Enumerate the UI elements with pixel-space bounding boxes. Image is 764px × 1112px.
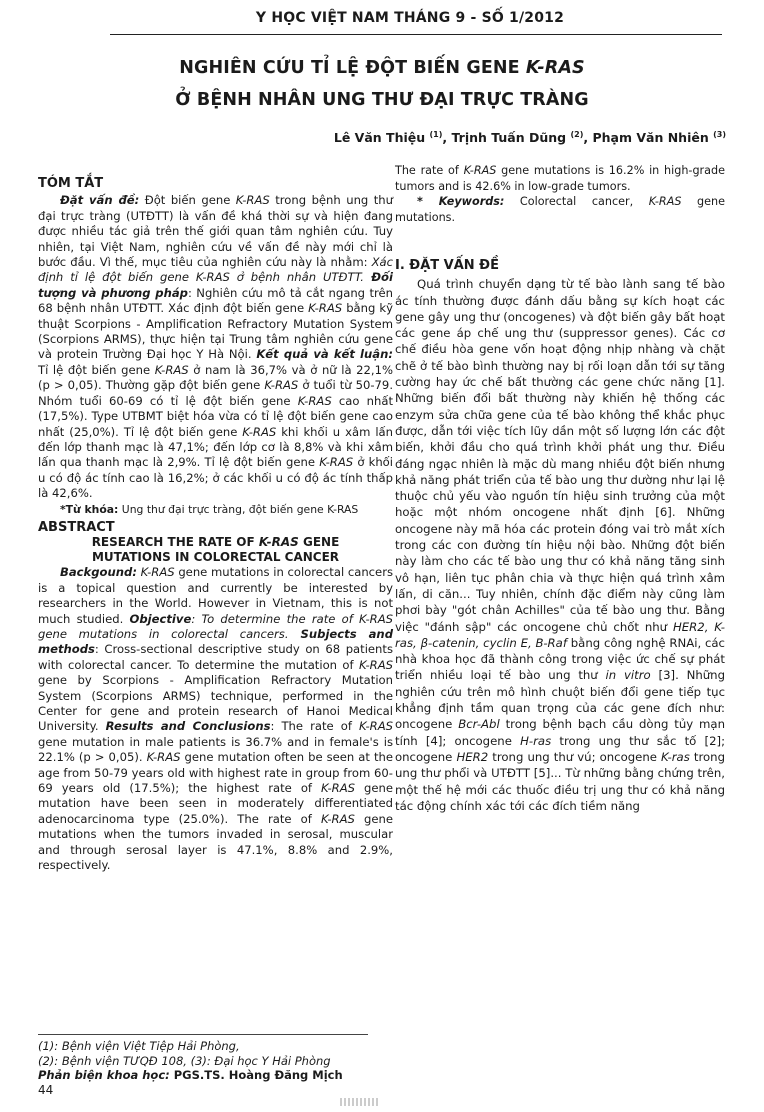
text: trong ung thư vú; oncogene <box>488 749 662 764</box>
text: gene mutations is 16.2% in high-grade tumors and is 42.6% in low-grade tumors. <box>395 164 726 193</box>
goal-text: Xác định tỉ lệ đột biến gene K-RAS ở bệnh nhân UTĐTT. <box>38 255 393 285</box>
abstract-paragraph <box>38 565 393 873</box>
title-text: NGHIÊN CỨU TỈ LỆ ĐỘT BIẾN GENE <box>179 58 526 78</box>
label-methods: Subjects and methods <box>38 626 393 657</box>
text: [3]. Những nghiên cứu trên mô hình chuột biến đổi gene tiếp tục khẳng định tầm quan trọng của các gene đích như: oncogene <box>395 668 725 732</box>
text: gene mutation have been seen in moderately differentiated adenocarcinoma type (25.0%). The rate of <box>38 781 393 826</box>
label-results: Kết quả và kết luận: <box>256 347 393 362</box>
text: MUTATIONS IN COLORECTAL CANCER <box>91 550 340 565</box>
article-title-line1 <box>60 58 704 78</box>
objective-text: : To determine the rate of K-RAS gene mutations in colorectal cancers. <box>38 611 393 641</box>
text: The rate of <box>395 164 464 177</box>
author-name: Phạm Văn Nhiên <box>592 130 709 146</box>
keywords-label: *Từ khóa: <box>60 502 119 516</box>
text: : The rate of <box>270 719 360 734</box>
summary-paragraph <box>38 193 393 501</box>
gene-name: K-RAS <box>146 750 181 765</box>
journal-header: Y HỌC VIỆT NAM THÁNG 9 - SỐ 1/2012 <box>255 10 565 26</box>
right-column <box>395 258 725 814</box>
header-rule <box>110 34 722 35</box>
gene-name: K-RAS <box>235 193 270 208</box>
abstract-heading: ABSTRACT <box>38 519 115 535</box>
reviewer-name: PGS.TS. Hoàng Đăng Mịch <box>169 1068 343 1082</box>
text: ở khối u có độ ác tính cao là 16,2%; ở các khối u có độ ác tính thấp là 42,6%. <box>38 455 394 501</box>
gene-name: HER2 <box>456 749 489 764</box>
abstract-title <box>38 535 393 565</box>
text: bằng kỹ thuật Scorpions - Amplification Refractory Mutation System (Scorpions ARMS), thực hiện tại Trung tâm nghiên cứu gene và protein Trường Đại học Y Hà Nội. <box>38 301 394 362</box>
label-results: Results and Conclusions <box>105 719 271 734</box>
gene-name: K-RAS <box>308 301 343 316</box>
gene-name: K-ras <box>661 749 690 764</box>
text: RESEARCH THE RATE OF <box>91 535 259 550</box>
intro-heading: I. ĐẶT VẤN ĐỀ <box>395 258 499 273</box>
author-ref: (2) <box>570 130 584 139</box>
gene-name: K-RAS <box>136 565 175 580</box>
gene-name: K-RAS <box>359 657 393 672</box>
gene-name: K-RAS <box>320 811 355 826</box>
summary-heading: TÓM TẮT <box>38 176 104 191</box>
footnote-2: (2): Bệnh viện TƯQĐ 108, (3): Đại học Y Hải Phòng <box>38 1053 331 1068</box>
text: Tỉ lệ đột biến gene <box>38 362 155 377</box>
summary-keywords <box>38 502 393 517</box>
gene-name: K-RAS <box>359 719 394 734</box>
gene-name: H-ras <box>520 733 552 748</box>
footnote-rule <box>38 1034 368 1035</box>
gene-name: K-RAS <box>648 195 682 209</box>
text: Đột biến gene <box>139 193 236 208</box>
label-objective: Objective <box>129 611 192 626</box>
text: trong ung thư sắc tố [2]; oncogene <box>395 733 726 764</box>
left-column <box>38 176 393 873</box>
abstract-cont-paragraph <box>395 163 725 194</box>
author-name: Trịnh Tuấn Dũng <box>451 130 567 146</box>
keywords-text: Ung thư đại trực tràng, đột biến gene K-RAS <box>118 502 359 516</box>
text: GENE <box>298 535 340 550</box>
gene-name: K-RAS <box>264 378 299 393</box>
gene-name: K-RAS <box>319 455 354 470</box>
page-number: 44 <box>38 1083 54 1097</box>
author-ref: (1) <box>429 130 443 139</box>
author-ref: (3) <box>713 130 726 139</box>
text: ở tuổi từ 50-79. Nhóm tuổi 60-69 có tỉ lệ đột biến gene <box>38 378 393 408</box>
gene-name: K-RAS <box>297 393 332 408</box>
text: : Cross-sectional descriptive study on 68 patients with colorectal cancer. To determine the mutation of <box>38 642 393 672</box>
text: gene mutation often be seen at the age from 50-79 years old with highest rate in group from 60-69 years old (17.5%); the highest rate of <box>38 750 393 796</box>
scan-artifact <box>340 1098 380 1106</box>
text: trong bệnh bạch cầu dòng tủy mạn tính [4]; oncogene <box>395 717 725 748</box>
author-list: Lê Văn Thiệu $^{(1)}$, Trịnh Tuấn Dũng $^{(2)}$, Phạm Văn Nhiên $^{(3)}$ <box>333 130 726 146</box>
reviewer-label: Phản biện khoa học: <box>38 1068 170 1082</box>
author-name: Lê Văn Thiệu <box>333 130 426 146</box>
text: trong bệnh ung thư đại trực tràng (UTĐTT) là vấn đề khá thời sự và hiện đang được nhiều tác giả trên thế giới quan tâm nghiên cứu. Tuy nhiên, tại Việt Nam, nghiên cứu về vấn đề này mới chỉ là bước đầu. Vì thế, mục tiêu của nghiên cứu này là nhằm: <box>38 193 393 270</box>
gene-name: K-RAS <box>258 535 299 550</box>
abstract-keywords <box>395 194 725 225</box>
footnotes <box>38 1039 343 1083</box>
label-background: Backgound: <box>60 565 137 580</box>
title-kras: K-RAS <box>525 58 585 78</box>
article-title-line2: Ở BỆNH NHÂN UNG THƯ ĐẠI TRỰC TRÀNG <box>175 90 589 110</box>
footnote-1: (1): Bệnh viện Việt Tiệp Hải Phòng, <box>38 1039 240 1053</box>
latin-term: in vitro <box>605 668 651 683</box>
gene-name: K-RAS <box>463 164 497 177</box>
text: khi khối u xâm lấn đến lớp thanh mạc là 47,1%; đến lớp cơ là 8,8% và khi xâm lấn qua thanh mạc là 2,9%. Tỉ lệ đột biến gene <box>38 424 393 470</box>
text: gene mutations when the tumors invaded in serosal, muscular and through serosal layer is 47.1%, 8.8% and 2.9%, respectively. <box>38 811 393 873</box>
text: Quá trình chuyển dạng từ tế bào lành sang tế bào ác tính thường được đánh dấu bằng sự kích hoạt các gene gây ung thư (oncogenes) và đột biến gây bất hoạt các gene áp chế ung thư (suppressor genes). Các cơ chế điều hòa gene vốn hoạt động nhịp nhàng và chặt chẽ ở tế bào bình thường nay bị rối loạn dẫn tới sự tăng cường hay ức chế bất thường các gene chức năng [1]. Những biến đổi bất thường này khiến hệ thống các enzym sửa chữa gene của tế bào không thể khắc phục được, dẫn tới việc tích lũy dần một số lượng lớn các đột biến, khởi đầu cho quá trình khởi phát ung thư. Điều đáng ngạc nhiên là mặc dù mang nhiều đột biến nhưng khả năng phát triển của tế bào ung thư dường như lại lệ thuộc chủ yếu vào nguồn tín hiệu sinh trưởng của một hoặc một nhóm oncogene nhất định [6]. Những oncogene này mã hóa các protein đóng vai trò mắt xích trong các con đường tín hiệu nội bào. Những đột biến này làm cho các tế bào ung thư có khả năng tăng sinh vô hạn, liên tục phân chia và thực hiện quá trình xâm lấn, di căn... Tuy nhiên, chính đặc điểm này cũng làm phơi bày "gót chân Achilles" của tế bào ung thư. Bằng việc "đánh sập" các oncogene chủ chốt như <box>395 277 725 634</box>
gene-name: K-RAS <box>154 362 189 377</box>
abstract-continuation <box>395 163 725 225</box>
gene-list: HER2, K-ras, β-catenin, cyclin E, B-Raf <box>395 619 725 650</box>
text: gene mutations in colorectal cancers is a topical question and currently be interested by researchers in the World. However in Vietnam, this is not much studied. <box>38 565 393 626</box>
keywords-label: * Keywords: <box>417 195 505 209</box>
text: cao nhất (17,5%). Type UTBMT biệt hóa vừa có tỉ lệ đột biến gene cao nhất (25,0%). Tỉ lệ đột biến gene <box>38 393 394 439</box>
intro-paragraph <box>395 276 725 814</box>
text: gene by Scorpions - Amplification Refractory Mutation System (Scorpions ARMS) technique, performed in the Center for gene and protein research of Hanoi Medical University. <box>38 673 393 734</box>
text: ở nam là 36,7% và ở nữ là 22,1% (p > 0,05). Thường gặp đột biến gene <box>38 362 393 393</box>
text: : Nghiên cứu mô tả cắt ngang trên 68 bệnh nhân UTĐTT. Xác định đột biến gene <box>38 285 393 316</box>
text: trong ung thư phổi và UTĐTT [5]... Từ những bằng chứng trên, một thế hệ mới các thuốc điều trị ung thư có khả năng tác động chính xác tới các đích tiềm năng <box>395 749 725 813</box>
gene-name: K-RAS <box>321 781 355 796</box>
text: gene mutations. <box>395 195 725 224</box>
text: bằng công nghệ RNAi, các nhà khoa học đã thành công trong việc ức chế sự phát triển nhiều loại tế bào ung thư <box>395 635 725 683</box>
label-methods: Đối tượng và phương pháp <box>38 270 393 300</box>
reviewer-line <box>38 1068 343 1083</box>
gene-name: K-RAS <box>242 424 277 439</box>
text: gene mutation in male patients is 36.7% and in female's is 22.1% (p > 0,05). <box>38 734 393 765</box>
text: Colorectal cancer, <box>504 195 649 209</box>
label-intro: Đặt vấn đề: <box>60 193 140 208</box>
gene-name: Bcr-Abl <box>458 717 500 732</box>
